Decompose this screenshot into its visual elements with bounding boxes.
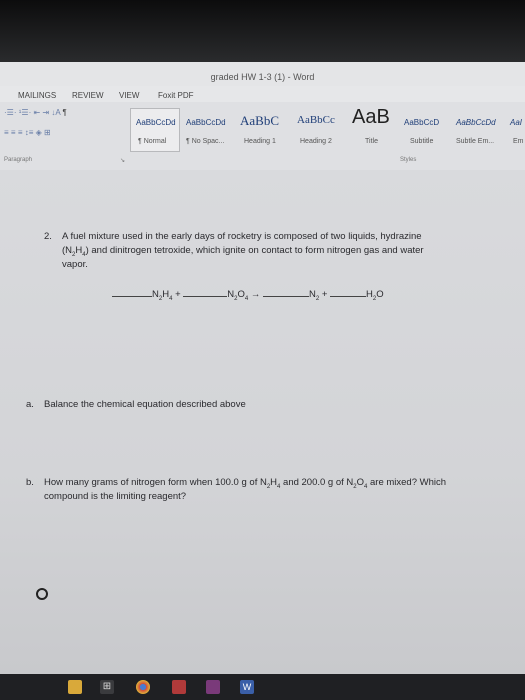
- file-explorer-icon[interactable]: [68, 680, 82, 694]
- question-line-2: $(N_2H_4)$ and dinitrogen tetroxide, which ignite on contact to form nitrogen gas and water: [62, 245, 424, 258]
- style-heading-1[interactable]: AaBbC: [240, 113, 279, 128]
- style-subtitle[interactable]: AaBbCcD: [404, 118, 440, 127]
- borders-icon[interactable]: ⊞: [44, 128, 51, 137]
- part-b-label: b.: [26, 477, 34, 488]
- part-b-line-2: compound is the limiting reagent?: [44, 491, 187, 502]
- style-normal[interactable]: AaBbCcDd: [136, 118, 176, 127]
- style-no-spacing[interactable]: AaBbCcDd: [186, 118, 226, 127]
- monitor-bezel-top: [0, 0, 525, 62]
- tab-mailings[interactable]: MAILINGS: [18, 91, 57, 100]
- align-left-icon[interactable]: ≡: [4, 128, 9, 137]
- document-page[interactable]: [0, 170, 525, 674]
- align-right-icon[interactable]: ≡: [17, 128, 23, 137]
- question-line-3: vapor.: [62, 259, 88, 270]
- shading-icon[interactable]: ◈: [35, 128, 42, 137]
- style-selected-normal: [130, 108, 180, 152]
- cursor-circle-icon: [36, 588, 48, 600]
- word-window: [0, 62, 525, 674]
- coefficient-blank-4[interactable]: [330, 296, 366, 297]
- style-emphasis-name: Em: [513, 138, 524, 145]
- styles-group-label: Styles: [400, 157, 417, 163]
- tab-review[interactable]: REVIEW: [72, 91, 104, 100]
- bullets-icon[interactable]: ·☰·: [4, 108, 17, 117]
- taskbar: [0, 674, 525, 700]
- style-normal-name: ¶ Normal: [138, 138, 167, 145]
- tab-foxit-pdf[interactable]: Foxit PDF: [158, 91, 194, 100]
- style-title[interactable]: AaB: [352, 106, 390, 128]
- style-heading-2[interactable]: AaBbCc: [297, 114, 335, 126]
- style-no-spacing-name: ¶ No Spac...: [186, 138, 225, 145]
- part-a-label: a.: [26, 399, 34, 410]
- chemical-equation: $N_2H_4 + N_2O_4 \to N_2 + H_2O$: [112, 288, 384, 301]
- style-emphasis[interactable]: AaI: [510, 118, 523, 127]
- style-subtle-emphasis-name: Subtle Em...: [456, 138, 495, 145]
- title-bar: [0, 62, 525, 86]
- question-line-1: A fuel mixture used in the early days of rocketry is composed of two liquids, hydrazine: [62, 231, 422, 242]
- part-a-text: Balance the chemical equation described above: [44, 399, 246, 410]
- style-title-name: Title: [365, 138, 378, 145]
- paragraph-dialog-launcher-icon[interactable]: ↘: [120, 158, 126, 164]
- style-subtitle-name: Subtitle: [410, 138, 434, 145]
- coefficient-blank-2[interactable]: [183, 296, 227, 297]
- question-number: 2.: [44, 231, 52, 242]
- chrome-icon[interactable]: [136, 680, 150, 694]
- style-subtle-emphasis[interactable]: AaBbCcDd: [456, 118, 496, 127]
- numbering-icon[interactable]: ¹☰·: [18, 108, 32, 117]
- coefficient-blank-3[interactable]: [263, 296, 309, 297]
- ribbon-tabs: [0, 86, 525, 102]
- align-center-icon[interactable]: ≡: [10, 128, 16, 137]
- part-b-line-1: How many grams of nitrogen form when 100.0 g of $N_2H_4$ and 200.0 g of $N_2O_4$ are mixed? Which: [44, 477, 447, 490]
- window-title: graded HW 1-3 (1) - Word: [210, 72, 315, 82]
- style-heading-2-name: Heading 2: [300, 138, 332, 145]
- line-spacing-icon[interactable]: ↕≡: [24, 128, 34, 137]
- paragraph-group-label: Paragraph: [4, 157, 33, 163]
- app-icon[interactable]: [172, 680, 186, 694]
- windows-icon[interactable]: ⊞: [100, 680, 114, 694]
- style-heading-1-name: Heading 1: [244, 138, 276, 145]
- coefficient-blank-1[interactable]: [112, 296, 152, 297]
- word-icon[interactable]: W: [240, 680, 254, 694]
- app-icon-2[interactable]: [206, 680, 220, 694]
- sort-icon[interactable]: ↓A: [51, 108, 61, 117]
- tab-view[interactable]: VIEW: [119, 91, 140, 100]
- indent-icon[interactable]: ⇤ ⇥: [33, 108, 50, 117]
- ribbon: [0, 102, 525, 171]
- pilcrow-icon[interactable]: ¶: [62, 108, 67, 117]
